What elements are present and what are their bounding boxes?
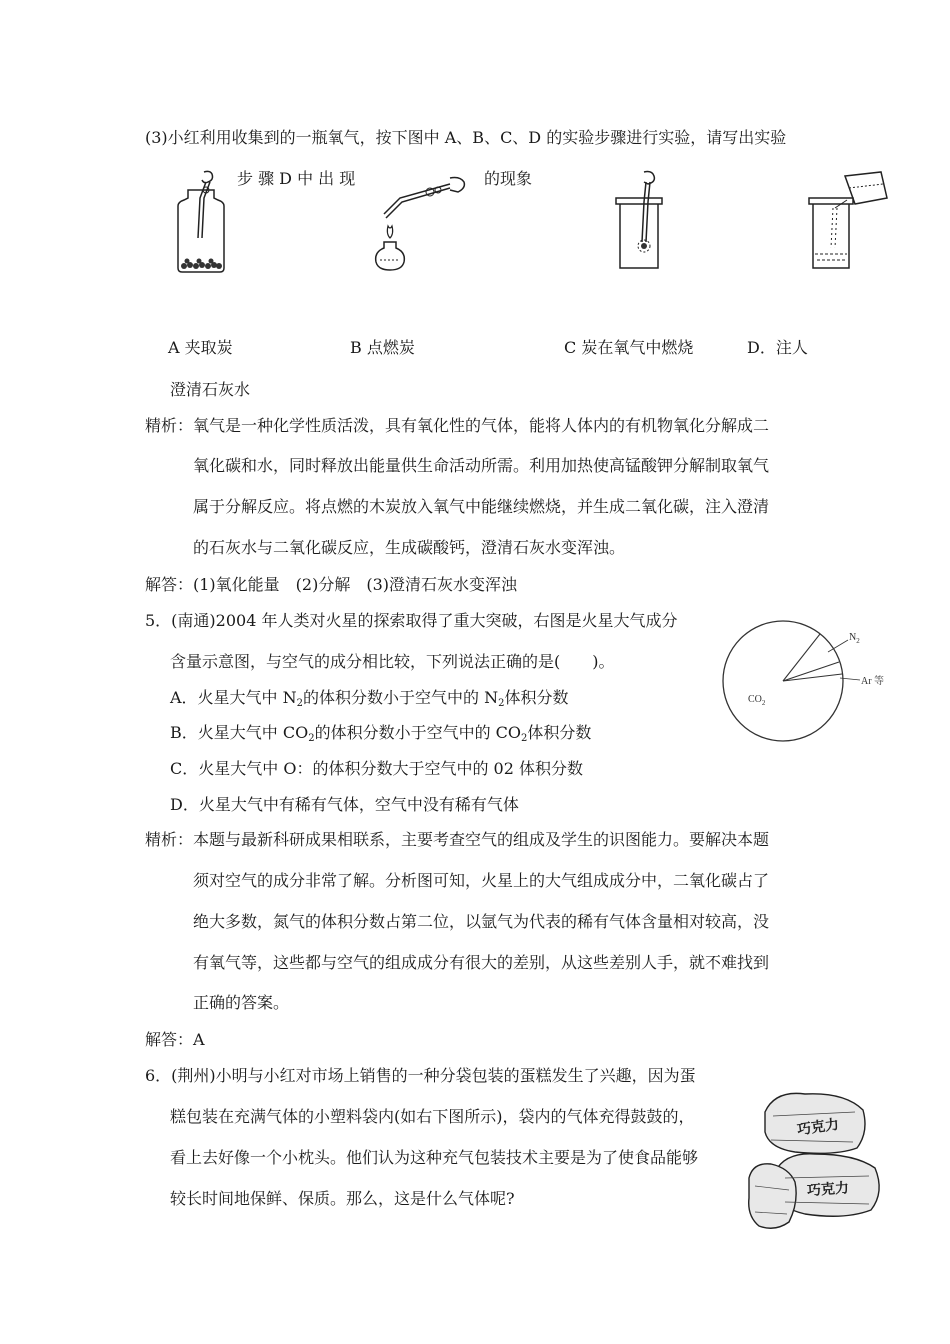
q3-analysis-label: 精析： [145,416,194,435]
q5-analysis-line: 须对空气的成分非常了解。分析图可知，火星上的大气组成成分中，二氧化碳占了 [193,871,770,890]
bag-label: 巧克力 [806,1180,850,1200]
q5-analysis-line: 正确的答案。 [193,993,290,1012]
q5-option-b: B．火星大气中 $CO_2$的体积分数小于空气中的 $CO_2$体积分数 [170,723,592,744]
q5-answer: 解答：A [145,1030,205,1049]
pie-label-ar: Ar 等 [861,676,885,687]
mars-atmosphere-pie [718,618,898,748]
q6-line: 看上去好像一个小枕头。他们认为这种充气包装技术主要是为了使食品能够 [170,1148,699,1167]
figure-a-pick-charcoal [170,168,230,278]
caption-a: A 夹取炭 [168,338,233,357]
bag-label: 巧克力 [796,1116,841,1139]
caption-b: B 点燃炭 [350,338,415,357]
q5-analysis-label: 精析： [145,830,194,849]
q5-option-d: D．火星大气中有稀有气体，空气中没有稀有气体 [170,795,519,814]
caption-d-continued: 澄清石灰水 [170,380,251,399]
q3-analysis-line: 氧气是一种化学性质活泼，具有氧化性的气体，能将人体内的有机物氧化分解成二 [193,416,770,435]
q5-option-c: C．火星大气中 O：的体积分数大于空气中的 02 体积分数 [170,759,583,778]
q6-line: 糕包装在充满气体的小塑料袋内(如右下图所示)，袋内的气体充得鼓鼓的， [170,1107,695,1126]
q5-line1: 5．(南通)2004 年人类对火星的探索取得了重大突破，右图是火星大气成分 [145,611,678,630]
q3-line2-part2: 的现象 [484,169,533,188]
q3-analysis-line: 的石灰水与二氧化碳反应，生成碳酸钙，澄清石灰水变浑浊。 [193,538,626,557]
q5-analysis-line: 绝大多数，氮气的体积分数占第二位，以氩气为代表的稀有气体含量相对较高，没 [193,912,770,931]
q6-line: 6．(荆州)小明与小红对市场上销售的一种分袋包装的蛋糕发生了兴趣，因为蛋 [145,1066,696,1085]
figure-c-charcoal-burning [610,168,670,278]
cake-bags-illustration [745,1082,895,1237]
q5-analysis-line: 本题与最新科研成果相联系，主要考查空气的组成及学生的识图能力。要解决本题 [193,830,770,849]
q6-line: 较长时间地保鲜、保质。那么，这是什么气体呢? [170,1189,515,1208]
q3-analysis-line: 属于分解反应。将点燃的木炭放入氧气中能继续燃烧，并生成二氧化碳，注入澄清 [193,497,770,516]
q5-option-a: A．火星大气中 $N_2$的体积分数小于空气中的 $N_2$体积分数 [170,688,569,709]
q5-analysis-line: 有氧气等，这些都与空气的组成成分有很大的差别，从这些差别人手，就不难找到 [193,953,770,972]
caption-d: D．注人 [747,338,808,357]
pie-label-n2: $N_2$ [849,632,860,645]
q3-line2-part1: 步 骤 D 中 出 现 [237,169,356,188]
figure-b-ignite-charcoal [360,168,470,278]
q3-analysis-line: 氧化碳和水，同时释放出能量供生命活动所需。利用加热使高锰酸钾分解制取氧气 [193,456,770,475]
caption-c: C 炭在氧气中燃烧 [564,338,694,357]
q3-answer: 解答：(1)氧化能量 (2)分解 (3)澄清石灰水变浑浊 [145,575,517,594]
figure-d-pour-limewater [805,168,895,278]
q5-line2: 含量示意图，与空气的成分相比较，下列说法正确的是( )。 [170,652,615,671]
q3-line1: (3)小红利用收集到的一瓶氧气，按下图中 A、B、C、D 的实验步骤进行实验，请写出实验 [145,128,787,147]
pie-label-co2: $CO_2$ [748,694,766,707]
